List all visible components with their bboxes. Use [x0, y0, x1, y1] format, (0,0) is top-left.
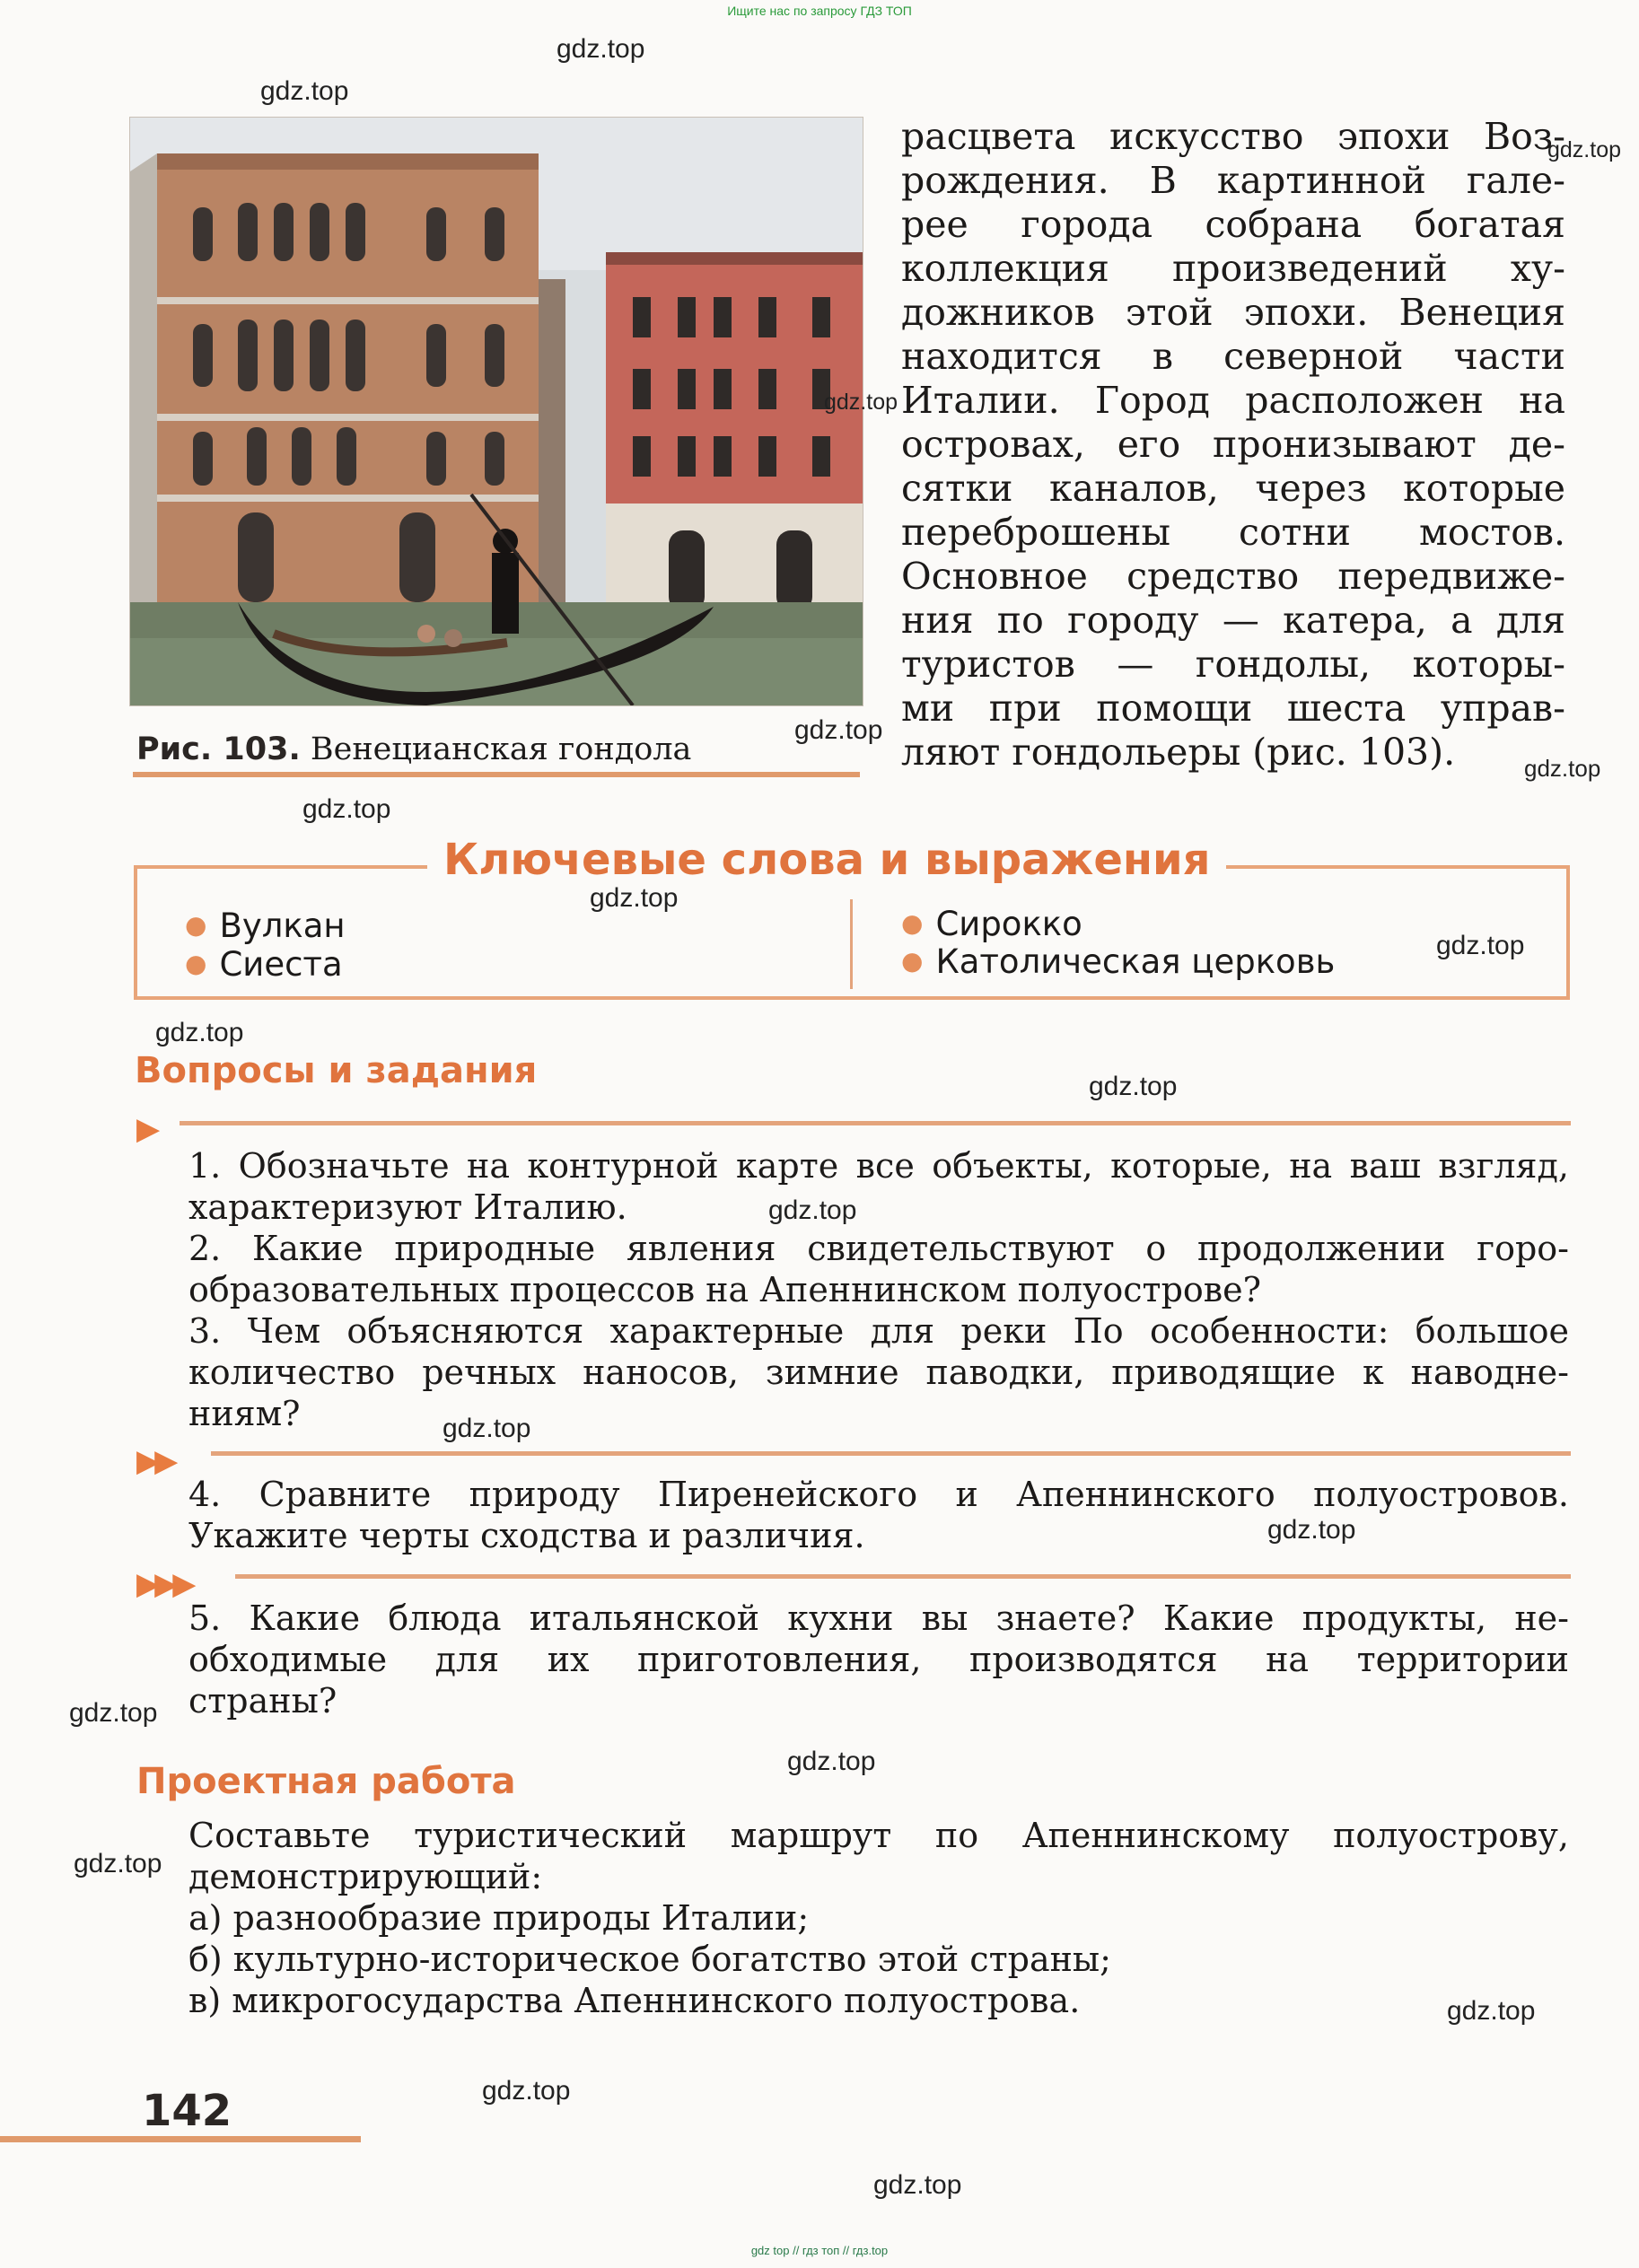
watermark: gdz.top	[873, 2170, 962, 2200]
text-line: 2. Какие природные явления свидетельствуют о продолжении горо-	[188, 1229, 1569, 1268]
question-5	[188, 1598, 1569, 1721]
text-line: демонстрирующий:	[188, 1857, 543, 1896]
watermark: gdz.top	[1447, 1996, 1536, 2026]
text-line: Составьте туристический маршрут по Апеннинскому полуострову,	[188, 1816, 1569, 1855]
page-number: 142	[142, 2086, 232, 2136]
watermark: gdz.top	[1547, 137, 1622, 162]
text-line: переброшены сотни мостов.	[901, 511, 1565, 554]
watermark: gdz.top	[1089, 1072, 1178, 1101]
text-line: туристов — гондолы, которы-	[901, 643, 1565, 686]
watermark: gdz.top	[260, 76, 349, 106]
level2-arrow-icon: ▶▶	[136, 1443, 173, 1479]
figure-caption	[136, 731, 691, 767]
body-text	[901, 115, 1565, 775]
level3-arrow-icon: ▶▶▶	[136, 1566, 191, 1602]
text-line: расцвета искусство эпохи Воз-	[901, 115, 1565, 158]
text-line: 1. Обозначьте на контурной карте все объекты, которые, на ваш взгляд,	[188, 1146, 1569, 1186]
keyword-item	[901, 942, 1335, 981]
text-line: рее города собрана богатая	[901, 203, 1565, 246]
watermark: gdz.top	[443, 1414, 531, 1443]
section-rule	[211, 1451, 1571, 1456]
venice-gondola-photo	[129, 117, 863, 706]
section-rule	[235, 1574, 1571, 1579]
text-line: островах, его пронизывают де-	[901, 423, 1565, 466]
bullet-icon: ●	[185, 949, 207, 978]
watermark: gdz.top	[590, 883, 679, 913]
figure-label: Рис. 103.	[136, 731, 301, 767]
keyword-text: Сиеста	[219, 945, 343, 984]
figure-caption-text: Венецианская гондола	[310, 731, 692, 767]
page-number-underline	[0, 2136, 361, 2142]
text-line: Укажите черты сходства и различия.	[188, 1516, 865, 1555]
text-line: ниям?	[188, 1394, 301, 1433]
text-line: Италии. Город расположен на	[901, 379, 1565, 422]
question-3	[188, 1310, 1569, 1434]
text-line: коллекция произведений ху-	[901, 247, 1565, 290]
bottom-banner: gdz top // гдз топ // гдз.top	[750, 2244, 889, 2257]
text-line: находится в северной части	[901, 335, 1565, 378]
watermark: gdz.top	[155, 1018, 244, 1047]
text-line: сятки каналов, через которые	[901, 467, 1565, 510]
watermark: gdz.top	[787, 1747, 876, 1776]
bullet-icon: ●	[901, 908, 924, 938]
bullet-icon: ●	[185, 910, 207, 940]
text-line: рождения. В картинной гале-	[901, 159, 1565, 202]
text-line: образовательных процессов на Апеннинском полуострове?	[188, 1270, 1262, 1309]
watermark: gdz.top	[1524, 755, 1601, 782]
project-text	[188, 1815, 1569, 2021]
question-1	[188, 1145, 1569, 1228]
keyword-item	[901, 905, 1082, 943]
text-line: 5. Какие блюда итальянской кухни вы знаете? Какие продукты, не-	[188, 1598, 1569, 1638]
top-banner: Ищите нас по запросу ГДЗ ТОП	[727, 4, 912, 18]
watermark: gdz.top	[482, 2076, 571, 2106]
text-line: характеризуют Италию.	[188, 1187, 627, 1227]
watermark: gdz.top	[794, 715, 883, 745]
watermark: gdz.top	[824, 390, 898, 415]
text-line: а) разнообразие природы Италии;	[188, 1898, 810, 1938]
keyword-text: Вулкан	[219, 906, 346, 945]
keyword-item	[185, 906, 346, 945]
text-line: в) микрогосударства Апеннинского полуострова.	[188, 1981, 1081, 2020]
watermark: gdz.top	[557, 34, 645, 64]
watermark: gdz.top	[1436, 931, 1525, 960]
keyword-text: Католическая церковь	[935, 942, 1336, 981]
watermark: gdz.top	[768, 1195, 857, 1225]
caption-underline	[133, 772, 860, 777]
text-line: страны?	[188, 1681, 337, 1721]
text-line: обходимые для их приготовления, производятся на территории	[188, 1640, 1569, 1679]
questions-title: Вопросы и задания	[135, 1050, 538, 1091]
text-line: дожников этой эпохи. Венеция	[901, 291, 1565, 334]
keywords-divider	[850, 899, 853, 989]
text-line: 3. Чем объясняются характерные для реки По особенности: большое	[188, 1311, 1569, 1351]
text-line: Основное средство передвиже-	[901, 555, 1565, 598]
keyword-text: Сирокко	[935, 905, 1082, 943]
text-line: ми при помощи шеста управ-	[901, 687, 1565, 730]
question-2	[188, 1228, 1569, 1310]
text-line: б) культурно-историческое богатство этой страны;	[188, 1940, 1111, 1979]
watermark: gdz.top	[74, 1849, 162, 1878]
text-line: ния по городу — катера, а для	[901, 599, 1565, 642]
watermark: gdz.top	[1267, 1515, 1356, 1545]
project-title: Проектная работа	[136, 1761, 516, 1802]
keywords-title: Ключевые слова и выражения	[427, 835, 1226, 885]
level1-arrow-icon: ▶	[136, 1111, 155, 1147]
text-line: ляют гондольеры (рис. 103).	[901, 731, 1456, 774]
watermark: gdz.top	[302, 794, 391, 824]
text-line: 4. Сравните природу Пиренейского и Апеннинского полуостровов.	[188, 1475, 1569, 1514]
bullet-icon: ●	[901, 946, 924, 976]
question-4	[188, 1474, 1569, 1556]
text-line: количество речных наносов, зимние паводки, приводящие к наводне-	[188, 1353, 1569, 1392]
keyword-item	[185, 945, 343, 984]
watermark: gdz.top	[69, 1698, 158, 1728]
section-rule	[180, 1121, 1571, 1125]
